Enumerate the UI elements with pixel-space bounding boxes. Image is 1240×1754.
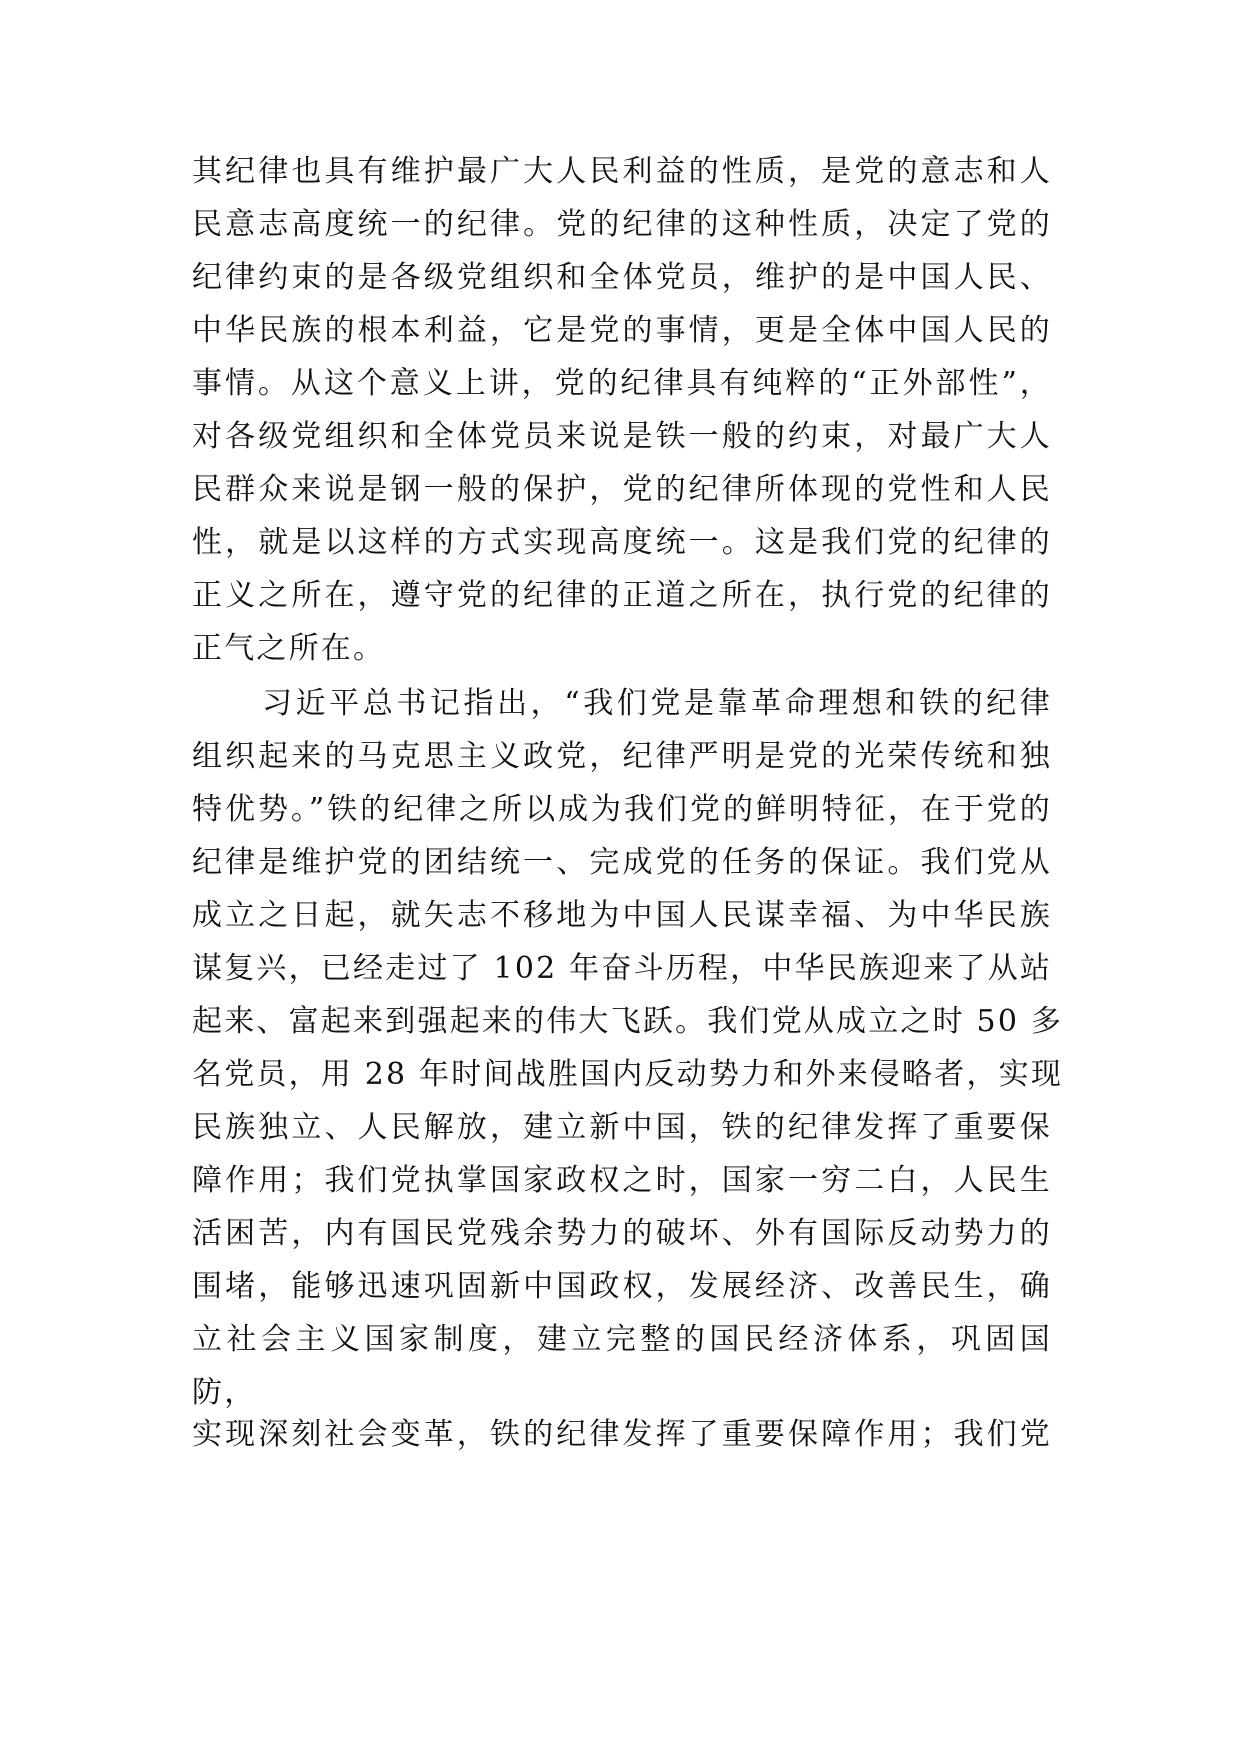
text-line: 特优势。”铁的纪律之所以成为我们党的鲜明特征，在于党的: [192, 792, 1052, 827]
text-line: 起来、富起来到强起来的伟大飞跃。我们党从成立之时 50 多: [192, 1004, 1064, 1039]
text-line: 正义之所在，遵守党的纪律的正道之所在，执行党的纪律的: [192, 578, 1052, 613]
text-line: 纪律是维护党的团结统一、完成党的任务的保证。我们党从: [192, 845, 1052, 880]
text-line: 活困苦，内有国民党残余势力的破坏、外有国际反动势力的: [192, 1216, 1052, 1251]
text-line: 正气之所在。: [192, 631, 386, 666]
text-line: 民群众来说是钢一般的保护，党的纪律所体现的党性和人民: [192, 472, 1052, 507]
text-line: 习近平总书记指出，“我们党是靠革命理想和铁的纪律: [262, 686, 1052, 721]
text-line: 防，: [192, 1375, 257, 1410]
text-line: 立社会主义国家制度，建立完整的国民经济体系，巩固国: [192, 1322, 1052, 1357]
text-line: 纪律约束的是各级党组织和全体党员，维护的是中国人民、: [192, 260, 1052, 295]
text-line: 障作用；我们党执掌国家政权之时，国家一穷二白，人民生: [192, 1163, 1052, 1198]
text-line: 对各级党组织和全体党员来说是铁一般的约束，对最广大人: [192, 419, 1052, 454]
text-line: 事情。从这个意义上讲，党的纪律具有纯粹的“正外部性”，: [192, 366, 1052, 401]
text-line: 中华民族的根本利益，它是党的事情，更是全体中国人民的: [192, 313, 1052, 348]
text-line: 围堵，能够迅速巩固新中国政权，发展经济、改善民生，确: [192, 1269, 1052, 1304]
text-line: 名党员，用 28 年时间战胜国内反动势力和外来侵略者，实现: [192, 1057, 1064, 1092]
text-line: 民族独立、人民解放，建立新中国，铁的纪律发挥了重要保: [192, 1110, 1052, 1145]
text-line: 其纪律也具有维护最广大人民利益的性质，是党的意志和人: [192, 154, 1052, 189]
text-line: 民意志高度统一的纪律。党的纪律的这种性质，决定了党的: [192, 207, 1052, 242]
text-line: 成立之日起，就矢志不移地为中国人民谋幸福、为中华民族: [192, 898, 1052, 933]
text-line: 组织起来的马克思主义政党，纪律严明是党的光荣传统和独: [192, 739, 1052, 774]
text-line: 谋复兴，已经走过了 102 年奋斗历程，中华民族迎来了从站: [192, 951, 1053, 986]
text-line: 性，就是以这样的方式实现高度统一。这是我们党的纪律的: [192, 525, 1052, 560]
text-line: 实现深刻社会变革，铁的纪律发挥了重要保障作用；我们党: [192, 1417, 1052, 1452]
